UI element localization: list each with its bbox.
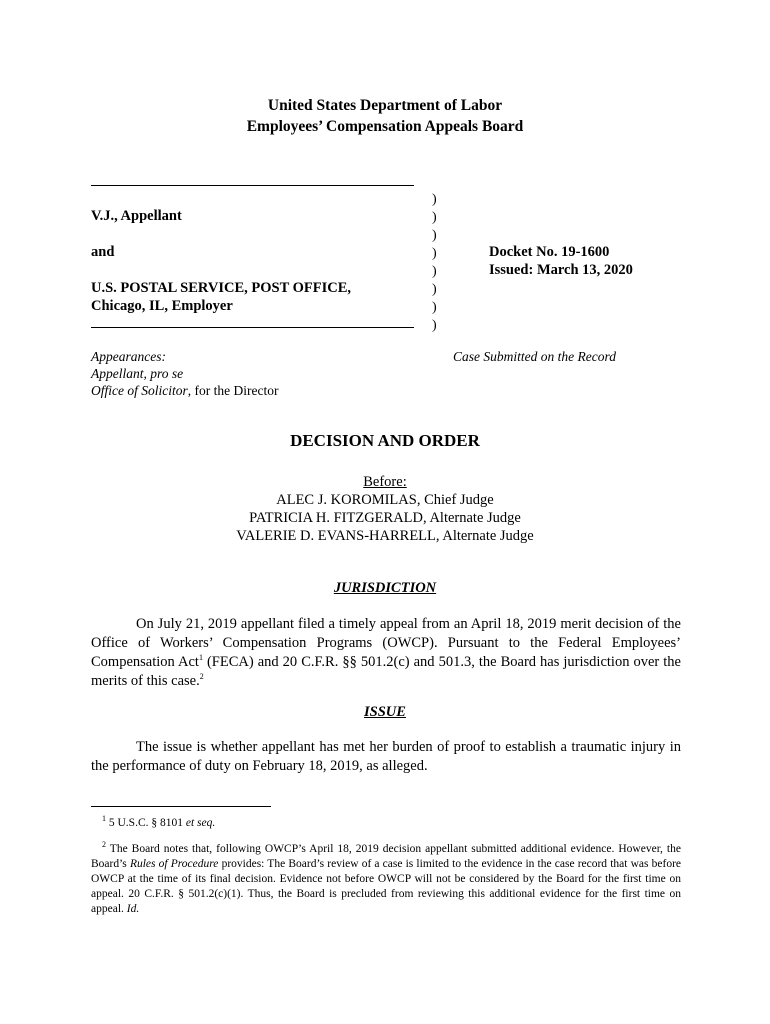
office-suffix: , for the Director	[187, 383, 279, 398]
decision-title: DECISION AND ORDER	[290, 431, 480, 450]
paren: )	[432, 282, 437, 297]
jurisdiction-text-a: On July 21, 2019 appellant filed a timely appeal from an April 18, 2019 merit decision of the Office of Workers’ Compensation Programs (OWCP). Pursuant to the Federal Employees’ Compensation Act	[91, 616, 681, 670]
docket-number: Docket No. 19-1600	[489, 244, 610, 260]
footnote-1	[91, 816, 681, 831]
footnote-ref-1: 1	[198, 653, 203, 663]
jurisdiction-text-b: (FECA) and 20 C.F.R. §§ 501.2(c) and 501.3, the Board has jurisdiction over the merits of this case.	[91, 654, 681, 689]
footnote-2-mark: 2	[102, 840, 106, 850]
jurisdiction-heading: JURISDICTION	[333, 580, 437, 596]
issued-date: Issued: March 13, 2020	[489, 262, 633, 278]
footnote-2-id: Id.	[126, 903, 140, 915]
judge-2: PATRICIA H. FITZGERALD, Alternate Judge	[249, 510, 521, 526]
footnote-1-mark: 1	[102, 814, 106, 824]
footnote-1-italic: et seq.	[185, 817, 216, 829]
jurisdiction-paragraph	[91, 615, 681, 691]
caption-parentheses	[432, 191, 437, 335]
board-name: Employees’ Compensation Appeals Board	[246, 118, 524, 135]
case-submitted-note: Case Submitted on the Record	[453, 349, 616, 364]
appearances-label: Appearances:	[91, 349, 166, 364]
office-of-solicitor	[91, 382, 278, 399]
paren: )	[432, 246, 437, 261]
issue-text: The issue is whether appellant has met her burden of proof to establish a traumatic injury in the performance of duty on February 18, 2019, as alleged.	[91, 739, 681, 774]
footnote-2	[91, 842, 681, 917]
footnote-2-italic: Rules of Procedure	[129, 858, 219, 870]
caption-bottom-rule	[91, 327, 414, 328]
paren: )	[432, 210, 437, 225]
employer-line-1: U.S. POSTAL SERVICE, POST OFFICE,	[91, 280, 352, 296]
issue-paragraph	[91, 738, 681, 776]
paren: )	[432, 264, 437, 279]
appellant-name: V.J., Appellant	[91, 208, 182, 224]
employer-line-2: Chicago, IL, Employer	[91, 298, 233, 314]
footnote-2-text-b: provides: The Board’s review of a case is limited to the evidence in the case record that was before OWCP at the time of its final decision. Evidence not before OWCP will not be considered by the Board for the first time on appeal. 20 C.F.R. § 501.2(c)(1). Thus, the Board is precluded from reviewing this additional evidence for the first time on appeal.	[91, 858, 682, 915]
footnote-2-text-a: The Board notes that, following OWCP’s April 18, 2019 decision appellant submitted additional evidence. However, the Board’s	[91, 843, 681, 870]
agency-name: United States Department of Labor	[267, 97, 503, 114]
appellant-pro-se: Appellant, pro se	[91, 366, 184, 381]
office-name: Office of Solicitor	[91, 383, 188, 398]
judge-3: VALERIE D. EVANS-HARRELL, Alternate Judge	[236, 528, 534, 544]
before-label: Before:	[363, 474, 407, 490]
footnote-ref-2: 2	[199, 672, 204, 682]
issue-heading: ISSUE	[364, 704, 406, 720]
paren: )	[432, 300, 437, 315]
paren: )	[432, 228, 437, 243]
judge-1: ALEC J. KOROMILAS, Chief Judge	[276, 492, 494, 508]
paren: )	[432, 192, 437, 207]
footnote-rule	[91, 806, 271, 807]
appearances	[91, 348, 278, 399]
caption-top-rule	[91, 185, 414, 186]
paren: )	[432, 318, 437, 333]
caption-and: and	[91, 244, 115, 260]
footnote-1-text: 5 U.S.C. § 8101	[106, 817, 186, 829]
